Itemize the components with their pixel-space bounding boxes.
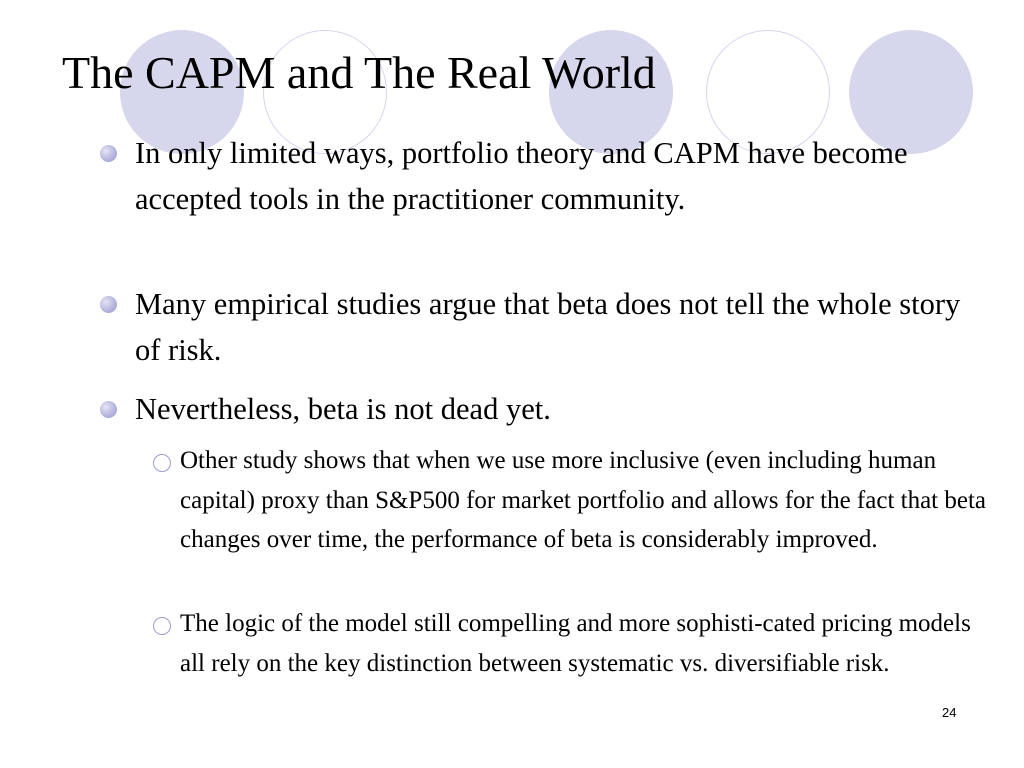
sub-bullet-item <box>150 604 990 683</box>
hollow-bullet-icon <box>153 454 171 472</box>
sub-bullet-text: The logic of the model still compelling and more sophisti-cated pricing models all rely on the key distinction between systematic vs. diversifiable risk. <box>180 610 971 677</box>
bullet-item <box>100 130 980 222</box>
sub-bullet-text: Other study shows that when we use more inclusive (even including human capital) proxy than S&P500 for market portfolio and allows for the fact that beta changes over time, the performance of beta is considerably improved. <box>180 447 987 553</box>
sub-bullet-item <box>150 441 990 560</box>
filled-bullet-icon <box>100 401 117 418</box>
filled-bullet-icon <box>100 145 117 162</box>
bullet-text: Nevertheless, beta is not dead yet. <box>135 392 551 426</box>
page-number: 24 <box>942 705 957 720</box>
bullet-item <box>100 281 980 373</box>
bullet-item <box>100 386 980 432</box>
bullet-text: In only limited ways, portfolio theory and CAPM have become accepted tools in the practitioner community. <box>135 136 908 216</box>
bullet-text: Many empirical studies argue that beta does not tell the whole story of risk. <box>135 287 961 367</box>
slide-title: The CAPM and The Real World <box>62 47 656 98</box>
hollow-bullet-icon <box>153 617 171 635</box>
filled-bullet-icon <box>100 296 117 313</box>
